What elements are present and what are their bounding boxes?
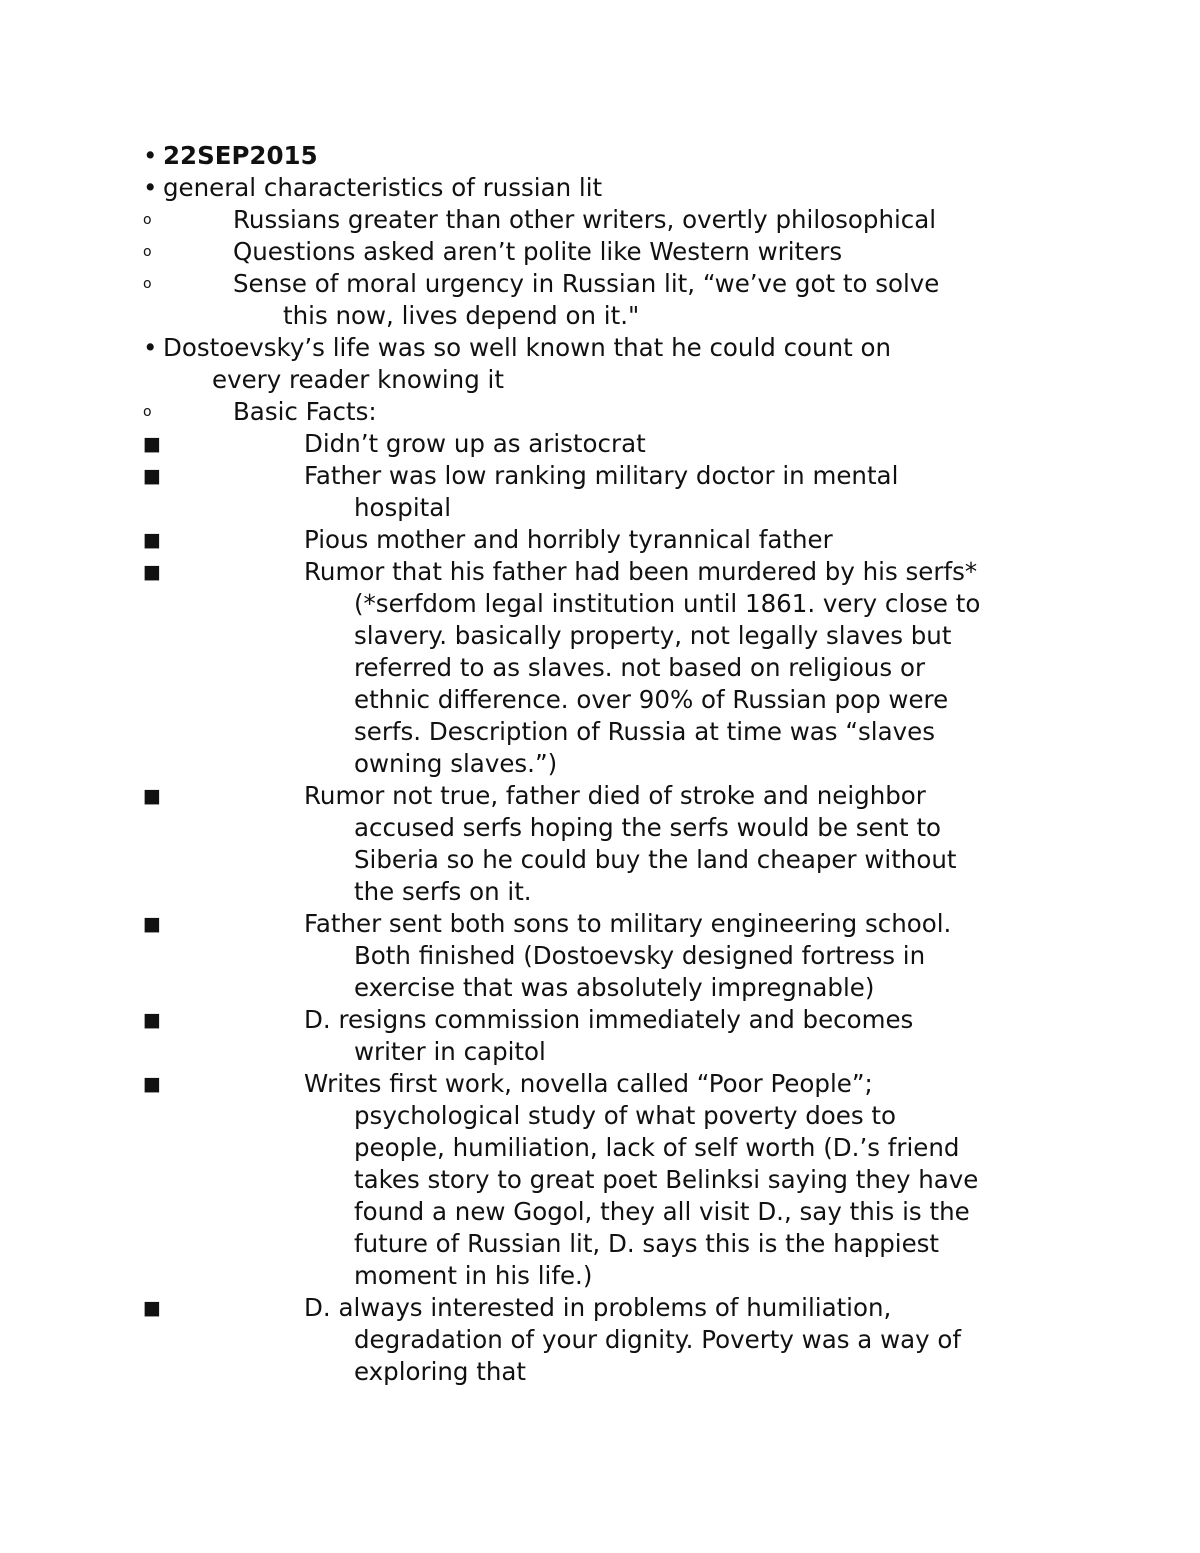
note-text [0,332,1200,396]
note-item-level-2 [0,268,1200,332]
note-continuation-line: Both finished (Dostoevsky designed fortress in [354,941,926,970]
bullet-marker: ■ [143,529,161,551]
note-text [0,524,1200,556]
bullet-marker: ■ [143,465,161,487]
note-continuation-line: degradation of your dignity. Poverty was a way of [354,1325,962,1354]
note-continuation-line: psychological study of what poverty does to [354,1101,896,1130]
note-item-level-3 [0,1004,1200,1068]
note-text [0,1292,1200,1388]
note-item-level-3 [0,908,1200,1004]
note-continuation-line: ethnic difference. over 90% of Russian pop were [354,685,949,714]
note-text [0,268,1200,332]
note-line: Dostoevsky’s life was so well known that he could count on [163,333,892,362]
note-text [0,556,1200,780]
note-item-level-2 [0,204,1200,236]
note-line: Father sent both sons to military engineering school. [304,909,952,938]
bullet-marker: o [143,212,152,228]
bullet-marker: ■ [143,1297,161,1319]
note-line: Rumor not true, father died of stroke and neighbor [304,781,926,810]
note-continuation-line: future of Russian lit, D. says this is the happiest [354,1229,940,1258]
note-line: Rumor that his father had been murdered by his serfs* [304,557,978,586]
note-continuation-line: found a new Gogol, they all visit D., say this is the [354,1197,970,1226]
bullet-marker: • [143,333,158,362]
note-text [0,908,1200,1004]
bullet-marker: ■ [143,785,161,807]
note-continuation-line: exercise that was absolutely impregnable) [354,973,875,1002]
note-item-level-3 [0,460,1200,524]
bullet-marker: ■ [143,913,161,935]
note-line: D. resigns commission immediately and becomes [304,1005,914,1034]
note-text [0,236,1200,268]
note-item-level-3 [0,556,1200,780]
note-text [0,172,1200,204]
note-item-level-2 [0,396,1200,428]
note-line: Questions asked aren’t polite like Western writers [233,237,843,266]
note-item-level-1 [0,140,1200,172]
note-continuation-line: referred to as slaves. not based on religious or [354,653,926,682]
lecture-notes [0,140,1200,1388]
note-continuation-line: writer in capitol [354,1037,546,1066]
note-continuation-line: hospital [354,493,452,522]
note-text [0,1068,1200,1292]
bullet-marker: • [143,173,158,202]
bullet-marker: ■ [143,561,161,583]
bullet-marker: o [143,244,152,260]
bullet-marker: ■ [143,433,161,455]
note-item-level-1 [0,172,1200,204]
note-text [0,460,1200,524]
note-item-level-3 [0,428,1200,460]
note-continuation-line: moment in his life.) [354,1261,593,1290]
note-line: Pious mother and horribly tyrannical father [304,525,833,554]
note-text [0,396,1200,428]
note-line: Sense of moral urgency in Russian lit, “we’ve got to solve [233,269,940,298]
note-text [0,428,1200,460]
note-line: D. always interested in problems of humiliation, [304,1293,892,1322]
note-line: Didn’t grow up as aristocrat [304,429,646,458]
bullet-marker: o [143,404,152,420]
bullet-marker: • [143,141,158,170]
note-line: general characteristics of russian lit [163,173,603,202]
note-continuation-line: people, humiliation, lack of self worth (D.’s friend [354,1133,960,1162]
note-continuation-line: Siberia so he could buy the land cheaper without [354,845,957,874]
note-item-level-3 [0,1068,1200,1292]
bullet-marker: o [143,276,152,292]
note-item-level-3 [0,524,1200,556]
note-continuation-line: (*serfdom legal institution until 1861. very close to [354,589,981,618]
note-continuation-line: the serfs on it. [354,877,532,906]
note-continuation-line: accused serfs hoping the serfs would be sent to [354,813,942,842]
note-line: Writes first work, novella called “Poor People”; [304,1069,873,1098]
note-text [0,1004,1200,1068]
note-continuation-line: exploring that [354,1357,526,1386]
note-continuation-line: takes story to great poet Belinksi saying they have [354,1165,979,1194]
note-continuation-line: every reader knowing it [212,365,504,394]
note-continuation-line: serfs. Description of Russia at time was “slaves [354,717,935,746]
note-item-level-1 [0,332,1200,396]
note-text [0,204,1200,236]
note-continuation-line: slavery. basically property, not legally slaves but [354,621,952,650]
note-continuation-line: this now, lives depend on it." [283,301,640,330]
note-text [0,780,1200,908]
note-line: Father was low ranking military doctor in mental [304,461,899,490]
note-item-level-3 [0,780,1200,908]
note-line: Russians greater than other writers, overtly philosophical [233,205,937,234]
bullet-marker: ■ [143,1009,161,1031]
note-line: Basic Facts: [233,397,377,426]
note-text [0,140,1200,172]
bullet-marker: ■ [143,1073,161,1095]
note-line: 22SEP2015 [163,141,318,170]
note-item-level-3 [0,1292,1200,1388]
note-continuation-line: owning slaves.”) [354,749,558,778]
note-item-level-2 [0,236,1200,268]
